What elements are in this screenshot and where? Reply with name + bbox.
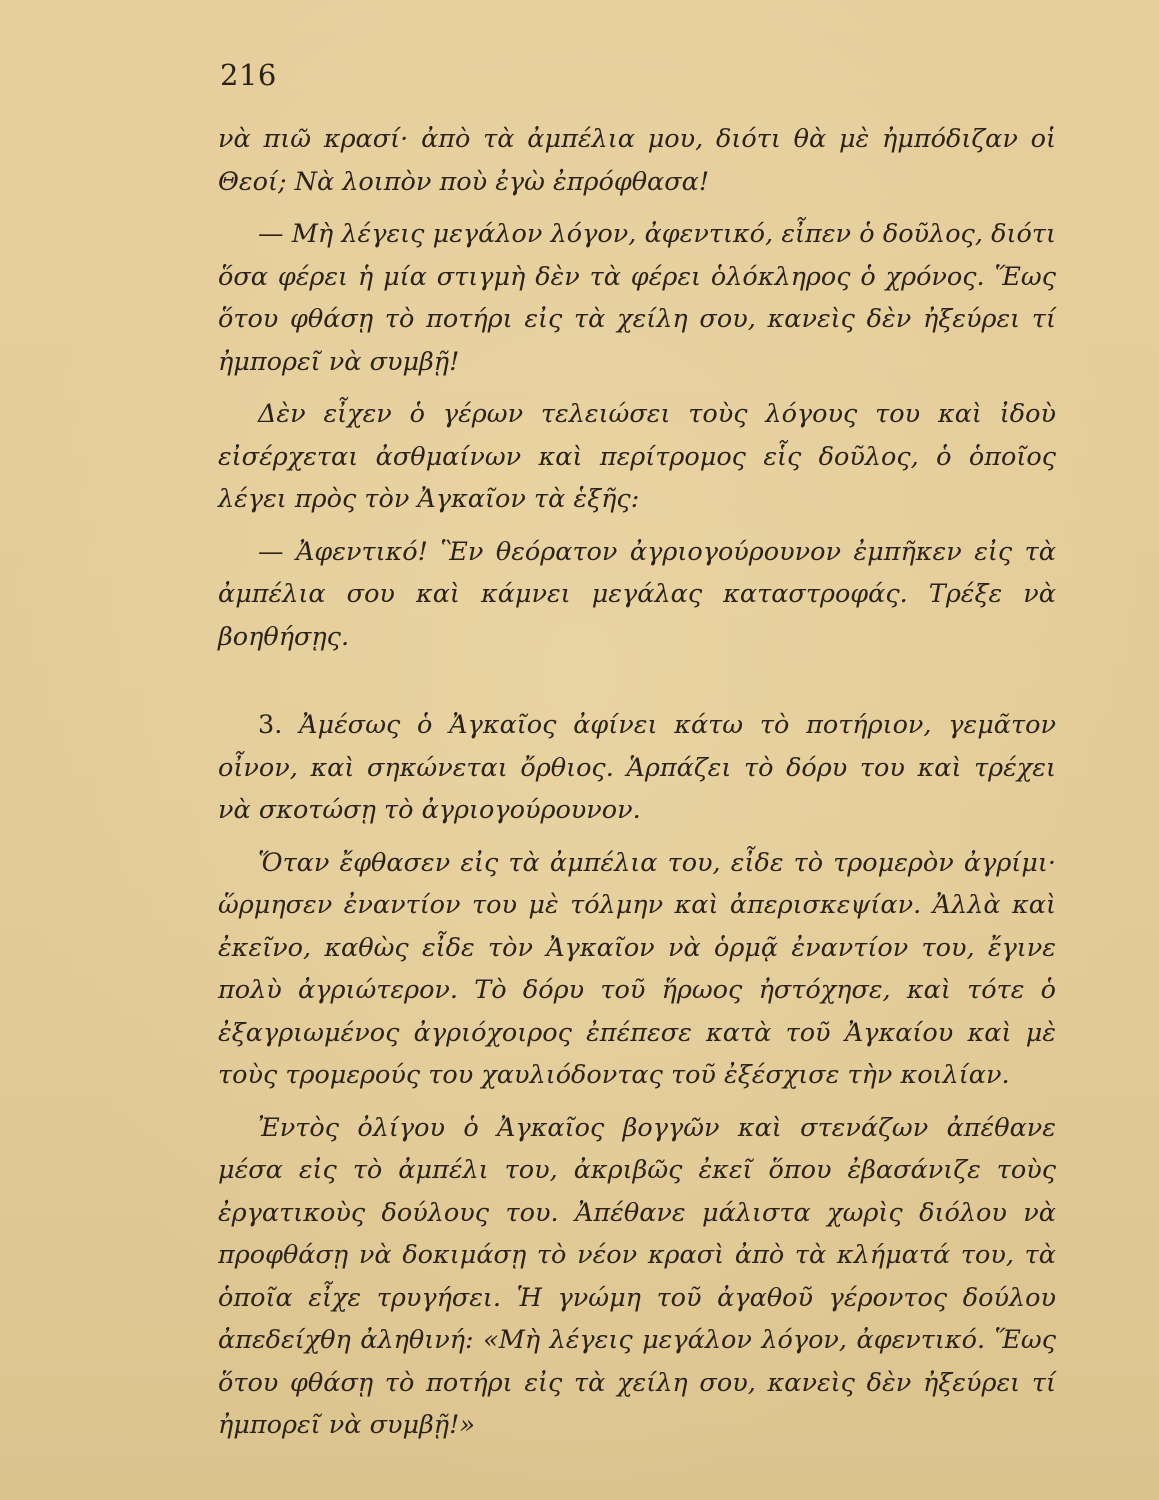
paragraph-boar-attack: Ὅταν ἔφθασεν εἰς τὰ ἀμπέλια του, εἶδε τὸ τρομερὸν ἀγρίμι· ὥρμησεν ἐναντίον του μὲ τόλμην καὶ ἀπερισκεψίαν. Ἀλλὰ καὶ ἐκεῖνο, καθὼς εἶδε τὸν Ἀγκαῖον νὰ ὁρμᾷ ἐναντίον του, ἔγινε πολὺ ἀγριώτερον. Τὸ δόρυ τοῦ ἥρωος ἠστόχησε, καὶ τότε ὁ ἐξαγριωμένος ἀγριόχοιρος ἐπέπεσε κατὰ τοῦ Ἀγκαίου καὶ μὲ τοὺς τρομερούς του χαυλιόδοντας τοῦ ἐξέσχισε τὴν κοιλίαν. — [218, 847, 1056, 1090]
page-number: 216 — [220, 58, 277, 92]
paragraph-continuation: νὰ πιῶ κρασί· ἀπὸ τὰ ἀμπέλια μου, διότι θὰ μὲ ἠμπόδιζαν οἱ Θεοί; Νὰ λοιπὸν ποὺ ἐγὼ ἐπρόφθασα! — [218, 124, 1056, 197]
paragraph-death: Ἐντὸς ὀλίγου ὁ Ἀγκαῖος βογγῶν καὶ στενάζων ἀπέθανε μέσα εἰς τὸ ἀμπέλι του, ἀκριβῶς ἐκεῖ ὅπου ἐβασάνιζε τοὺς ἐργατικοὺς δούλους του. Ἀπέθανε μάλιστα χωρὶς διόλου νὰ προφθάσῃ νὰ δοκιμάσῃ τὸ νέον κρασὶ ἀπὸ τὰ κλήματά του, τὰ ὁποῖα εἶχε τρυγήσει. Ἡ γνώμη τοῦ ἀγαθοῦ γέροντος δούλου ἀπεδείχθη ἀληθινή: «Μὴ λέγεις μεγάλον λόγον, ἀφεντικό. Ἕως ὅτου φθάσῃ τὸ ποτήρι εἰς τὰ χείλη σου, κανεὶς δὲν ἠξεύρει τί ἠμπορεῖ νὰ συμβῇ!» — [218, 1112, 1056, 1440]
body-text — [218, 118, 1056, 1447]
paragraph-dialogue-messenger: — Ἀφεντικό! Ἓν θεόρατον ἀγριογούρουνον ἐμπῆκεν εἰς τὰ ἀμπέλια σου καὶ κάμνει μεγάλας καταστροφάς. Τρέξε νὰ βοηθήσῃς. — [218, 536, 1056, 652]
section-number: 3. — [258, 710, 283, 740]
paragraph-section-3 — [218, 704, 1056, 832]
paragraph-narration: Δὲν εἶχεν ὁ γέρων τελειώσει τοὺς λόγους του καὶ ἰδοὺ εἰσέρχεται ἀσθμαίνων καὶ περίτρομος εἷς δοῦλος, ὁ ὁποῖος λέγει πρὸς τὸν Ἀγκαῖον τὰ ἑξῆς: — [218, 399, 1056, 514]
paragraph-dialogue-servant: — Μὴ λέγεις μεγάλον λόγον, ἀφεντικό, εἶπεν ὁ δοῦλος, διότι ὅσα φέρει ἡ μία στιγμὴ δὲν τὰ φέρει ὁλόκληρος ὁ χρόνος. Ἕως ὅτου φθάσῃ τὸ ποτήρι εἰς τὰ χείλη σου, κανεὶς δὲν ἠξεύρει τί ἠμπορεῖ νὰ συμβῇ! — [218, 219, 1056, 377]
section-3-text: Ἀμέσως ὁ Ἀγκαῖος ἀφίνει κάτω τὸ ποτήριον, γεμᾶτον οἶνον, καὶ σηκώνεται ὄρθιος. Ἁρπάζει τὸ δόρυ του καὶ τρέχει νὰ σκοτώσῃ τὸ ἀγριογούρουνον. — [218, 710, 1056, 825]
